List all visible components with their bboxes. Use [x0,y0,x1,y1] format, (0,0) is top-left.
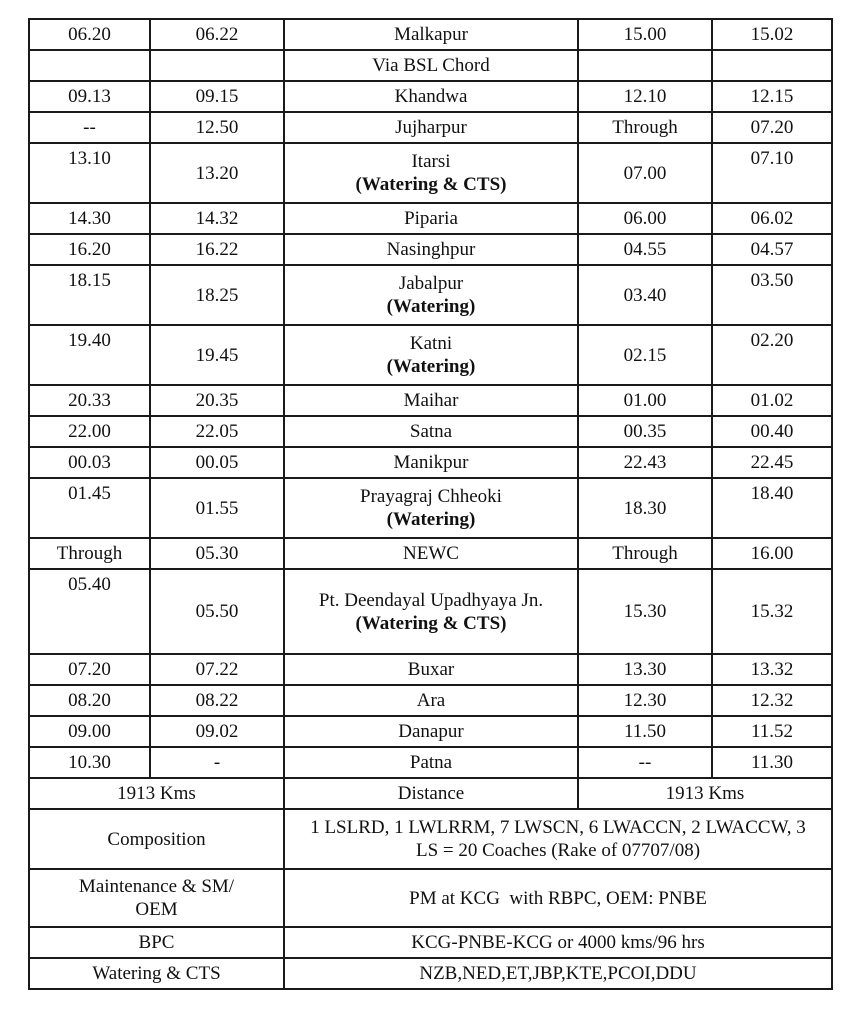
station-name: Maihar [403,390,459,411]
down-departure: 07.10 [712,143,832,203]
up-arrival: 09.00 [29,716,150,747]
up-arrival: 19.40 [29,325,150,385]
down-arrival: 02.15 [578,325,712,385]
up-departure: 08.22 [150,685,284,716]
watering-label: Watering & CTS [29,958,284,989]
station-row [29,654,832,685]
station-row [29,478,832,538]
station-name: Khandwa [394,86,468,107]
station-row [29,81,832,112]
down-departure: 15.32 [712,569,832,654]
station-cell [284,569,578,654]
down-departure: 07.20 [712,112,832,143]
watering-value: NZB,NED,ET,JBP,KTE,PCOI,DDU [284,958,832,989]
bpc-value: KCG-PNBE-KCG or 4000 kms/96 hrs [284,927,832,958]
up-arrival: 08.20 [29,685,150,716]
station-row [29,234,832,265]
station-row [29,143,832,203]
station-cell [284,685,578,716]
down-arrival: Through [578,112,712,143]
down-arrival: 00.35 [578,416,712,447]
up-arrival: 10.30 [29,747,150,778]
station-cell [284,50,578,81]
down-arrival: 15.30 [578,569,712,654]
down-departure: 22.45 [712,447,832,478]
station-note: (Watering) [386,356,476,377]
station-cell [284,654,578,685]
up-arrival: 16.20 [29,234,150,265]
up-departure: 05.30 [150,538,284,569]
station-cell [284,203,578,234]
station-name: Via BSL Chord [372,55,490,76]
down-arrival: 11.50 [578,716,712,747]
down-departure: 13.32 [712,654,832,685]
up-arrival: 05.40 [29,569,150,654]
down-arrival: -- [578,747,712,778]
station-name: Patna [409,752,453,773]
station-row [29,325,832,385]
up-departure: 00.05 [150,447,284,478]
down-departure: 00.40 [712,416,832,447]
down-departure: 18.40 [712,478,832,538]
station-name: Satna [409,421,453,442]
composition-row [29,809,832,869]
watering-row [29,958,832,989]
up-departure: 20.35 [150,385,284,416]
station-name: Jujharpur [395,117,467,138]
station-cell [284,265,578,325]
down-arrival: 13.30 [578,654,712,685]
down-arrival: 03.40 [578,265,712,325]
station-row [29,569,832,654]
up-departure: 22.05 [150,416,284,447]
station-name: Katni [409,333,453,354]
up-arrival: 01.45 [29,478,150,538]
station-note: (Watering & CTS) [355,612,507,634]
up-departure: 09.02 [150,716,284,747]
bpc-row [29,927,832,958]
bpc-label: BPC [29,927,284,958]
station-row [29,50,832,81]
up-departure: - [150,747,284,778]
station-cell [284,112,578,143]
down-arrival: 01.00 [578,385,712,416]
distance-row [29,778,832,809]
distance-label: Distance [284,778,578,809]
up-departure: 06.22 [150,19,284,50]
station-name: Itarsi [411,151,451,172]
up-departure: 07.22 [150,654,284,685]
station-name: Prayagraj Chheoki [360,486,502,507]
station-note: (Watering) [386,509,476,530]
up-arrival: 18.15 [29,265,150,325]
distance-right: 1913 Kms [578,778,832,809]
station-cell [284,81,578,112]
down-departure: 06.02 [712,203,832,234]
down-departure: 02.20 [712,325,832,385]
down-arrival: 15.00 [578,19,712,50]
station-cell [284,538,578,569]
up-arrival: 13.10 [29,143,150,203]
station-name: NEWC [403,543,459,564]
station-row [29,538,832,569]
up-arrival: 22.00 [29,416,150,447]
composition-value: 1 LSLRD, 1 LWLRRM, 7 LWSCN, 6 LWACCN, 2 LWACCW, 3 LS = 20 Coaches (Rake of 07707/08) [284,809,832,869]
down-arrival: 06.00 [578,203,712,234]
down-departure: 12.32 [712,685,832,716]
station-row [29,716,832,747]
station-cell [284,234,578,265]
up-arrival: Through [29,538,150,569]
down-departure: 16.00 [712,538,832,569]
down-departure: 15.02 [712,19,832,50]
maintenance-label: Maintenance & SM/ OEM [29,869,284,927]
up-departure: 19.45 [150,325,284,385]
station-name: Nasinghpur [386,239,476,260]
up-departure: 01.55 [150,478,284,538]
down-departure: 03.50 [712,265,832,325]
up-departure: 14.32 [150,203,284,234]
station-name: Buxar [407,659,455,680]
station-cell [284,447,578,478]
up-arrival: -- [29,112,150,143]
station-name: Danapur [398,721,464,742]
station-row [29,747,832,778]
down-arrival: 07.00 [578,143,712,203]
up-arrival: 20.33 [29,385,150,416]
station-cell [284,19,578,50]
up-departure [150,50,284,81]
station-name: Manikpur [393,452,469,473]
up-departure: 12.50 [150,112,284,143]
station-cell [284,416,578,447]
down-arrival: 04.55 [578,234,712,265]
down-arrival [578,50,712,81]
down-arrival: 22.43 [578,447,712,478]
station-name: Piparia [404,208,458,229]
station-cell [284,747,578,778]
maintenance-value: PM at KCG with RBPC, OEM: PNBE [284,869,832,927]
up-arrival [29,50,150,81]
station-name: Malkapur [394,24,468,45]
down-departure: 11.52 [712,716,832,747]
station-cell [284,478,578,538]
up-arrival: 09.13 [29,81,150,112]
station-cell [284,325,578,385]
station-row [29,447,832,478]
down-arrival: 18.30 [578,478,712,538]
down-departure: 12.15 [712,81,832,112]
station-name: Pt. Deendayal Upadhyaya Jn. [318,589,544,611]
up-arrival: 07.20 [29,654,150,685]
up-departure: 09.15 [150,81,284,112]
down-departure: 11.30 [712,747,832,778]
up-arrival: 00.03 [29,447,150,478]
timetable-body [29,19,832,989]
up-departure: 05.50 [150,569,284,654]
station-name: Jabalpur [398,273,464,294]
timetable-sheet [28,18,833,990]
station-note: (Watering) [386,296,476,317]
station-row [29,685,832,716]
up-departure: 16.22 [150,234,284,265]
down-departure: 04.57 [712,234,832,265]
timetable [28,18,833,990]
station-row [29,112,832,143]
station-name: Ara [416,690,446,711]
down-arrival: 12.10 [578,81,712,112]
station-row [29,265,832,325]
composition-label: Composition [29,809,284,869]
station-row [29,416,832,447]
station-row [29,19,832,50]
down-departure [712,50,832,81]
up-arrival: 14.30 [29,203,150,234]
down-arrival: Through [578,538,712,569]
up-departure: 13.20 [150,143,284,203]
down-arrival: 12.30 [578,685,712,716]
station-note: (Watering & CTS) [355,174,507,195]
station-row [29,385,832,416]
distance-left: 1913 Kms [29,778,284,809]
station-cell [284,716,578,747]
maintenance-row [29,869,832,927]
station-cell [284,143,578,203]
up-arrival: 06.20 [29,19,150,50]
down-departure: 01.02 [712,385,832,416]
station-cell [284,385,578,416]
station-row [29,203,832,234]
up-departure: 18.25 [150,265,284,325]
